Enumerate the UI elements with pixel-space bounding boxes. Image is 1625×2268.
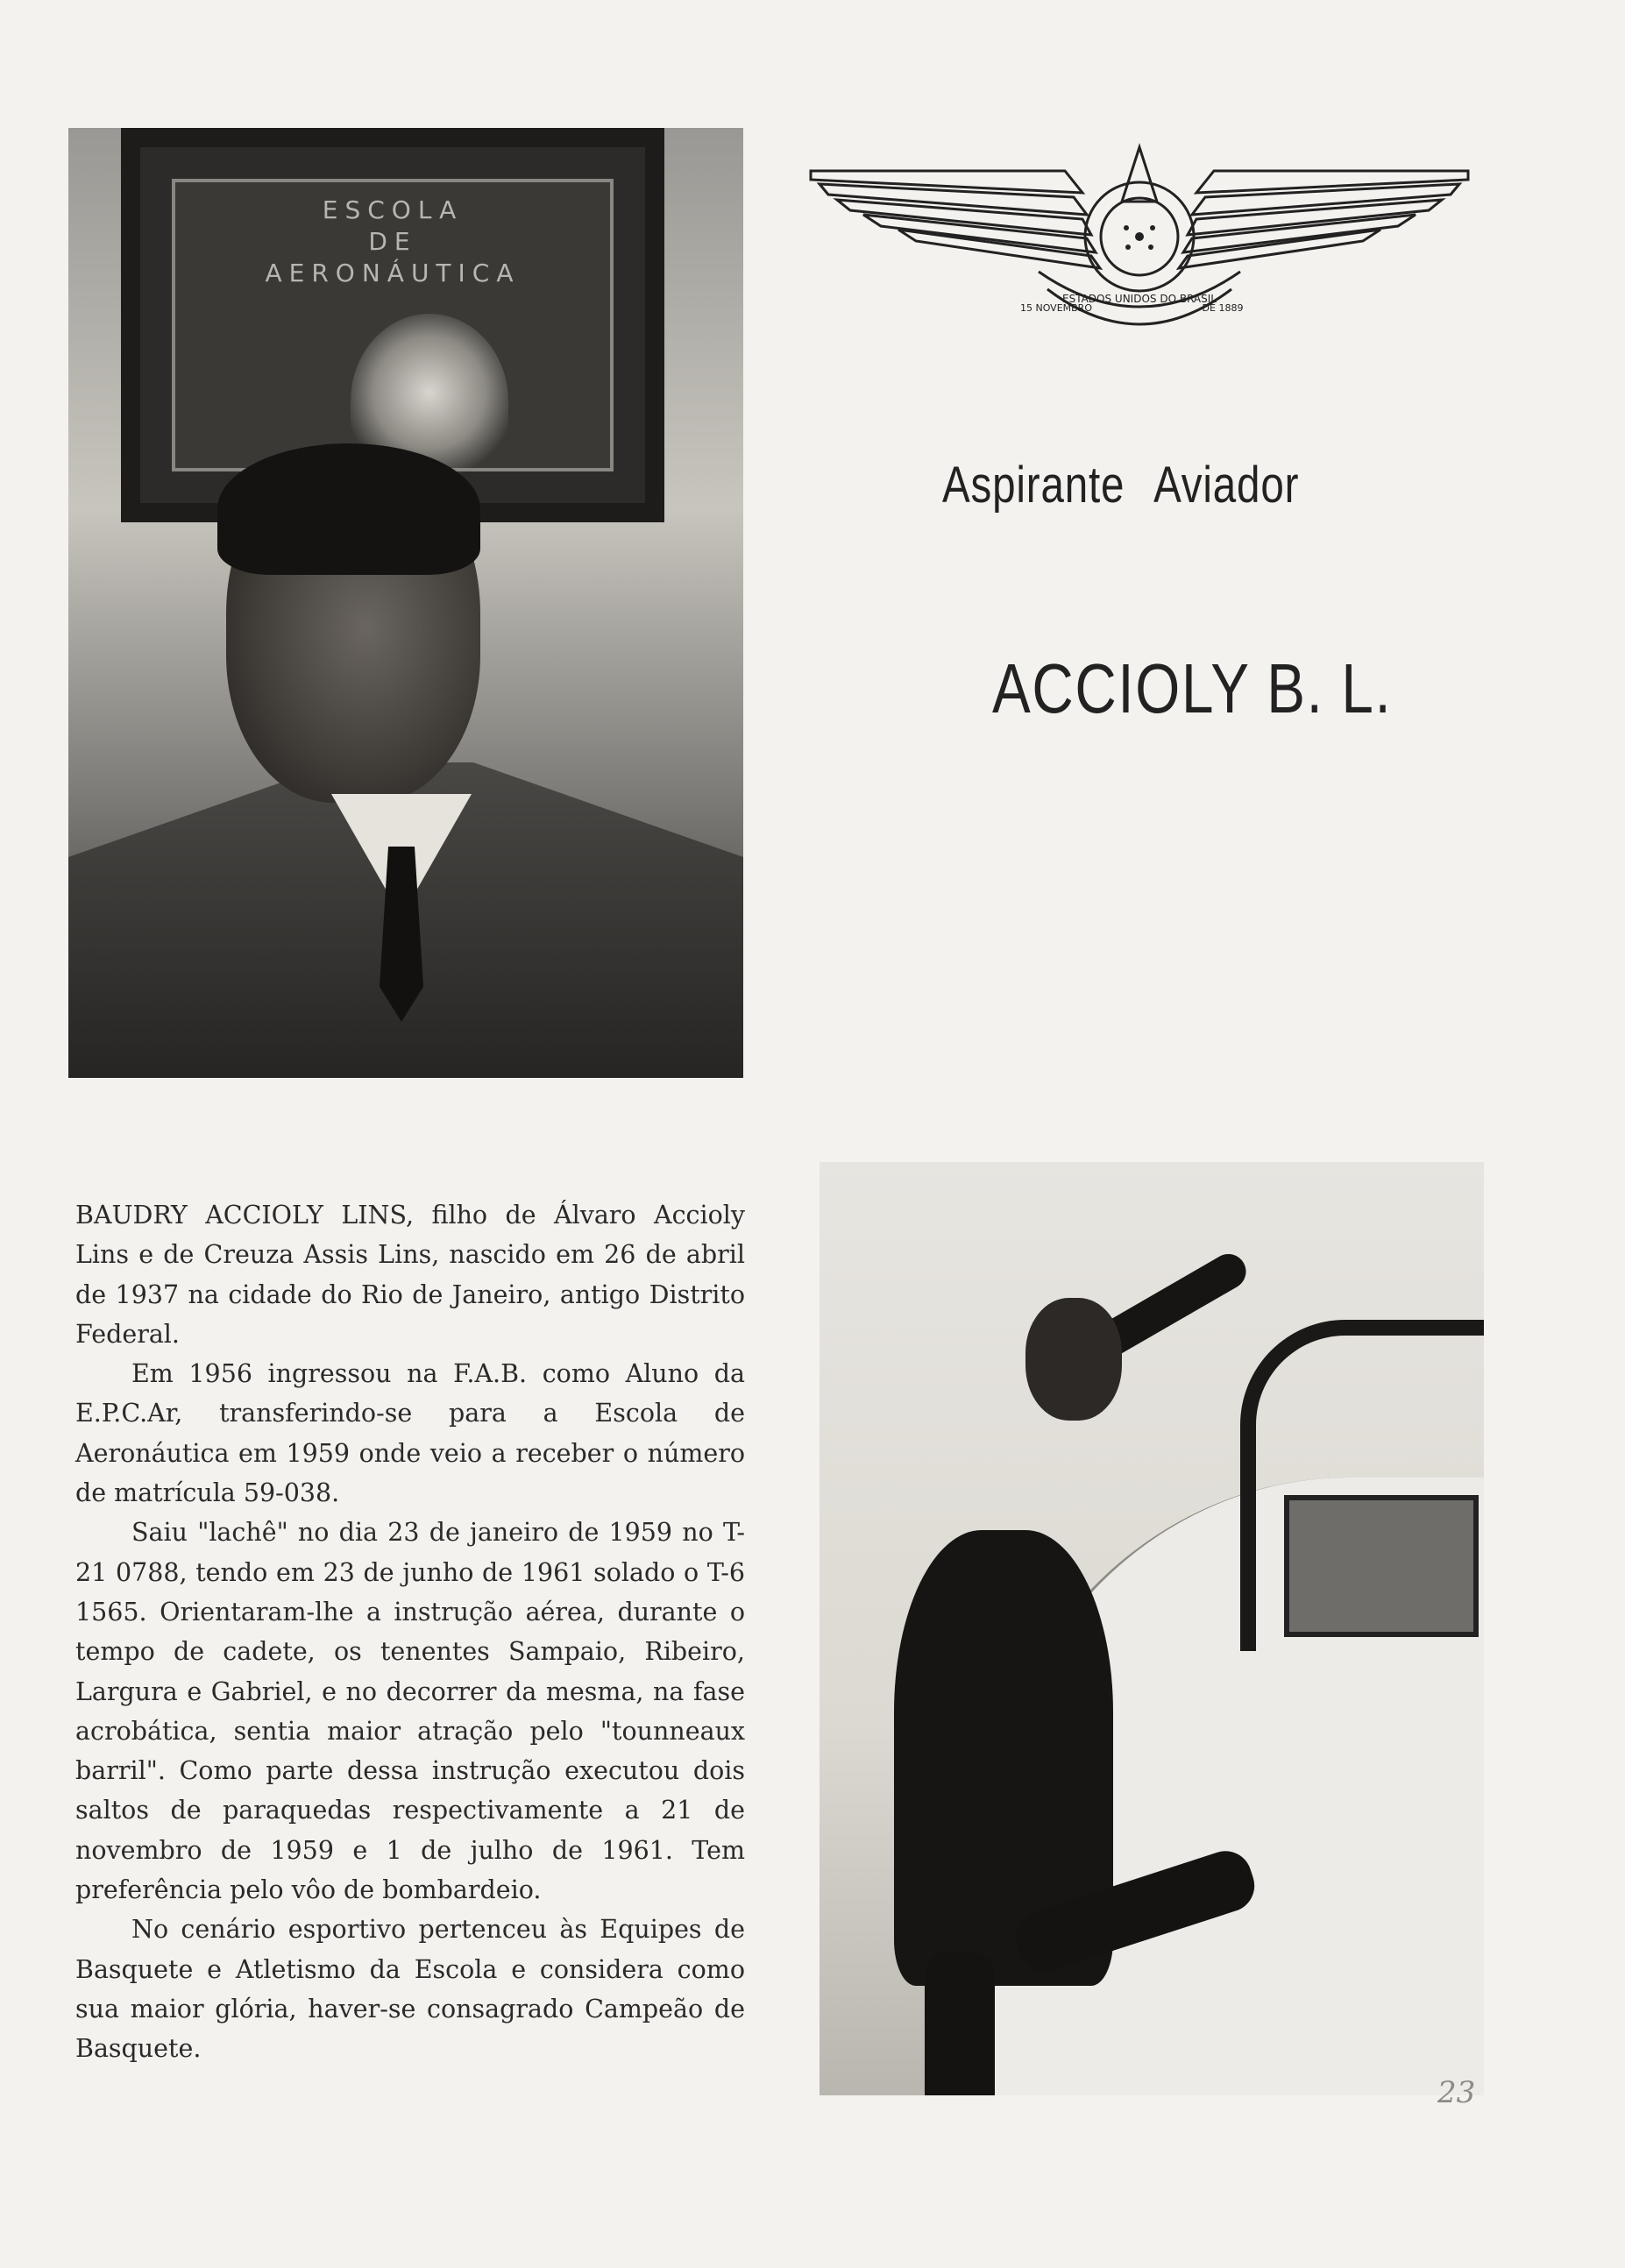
air-force-wings-insignia-icon xyxy=(802,140,1477,342)
canopy-frame xyxy=(1240,1320,1484,1651)
svg-text:15 NOVEMBRO: 15 NOVEMBRO xyxy=(1019,302,1093,314)
cadet-name: ACCIOLY B. L. xyxy=(992,649,1393,727)
frame-caption: ESCOLA DE AERONÁUTICA xyxy=(265,195,521,287)
svg-text:ESTADOS UNIDOS DO BRASIL: ESTADOS UNIDOS DO BRASIL xyxy=(1062,293,1217,305)
bio-paragraph: No cenário esportivo pertenceu às Equipes de Basquete e Atletismo da Escola e considera como sua maior glória, haver-se consagrado Campeão de Basquete. xyxy=(75,1915,745,2064)
svg-text:DE 1889: DE 1889 xyxy=(1202,302,1244,314)
page-number: 23 xyxy=(1437,2075,1476,2110)
biography-text xyxy=(75,1195,745,2069)
bio-paragraph: Em 1956 ingressou na F.A.B. como Aluno da E.P.C.Ar, transferindo-se para a Escola de Aeronáutica em 1959 onde veio a receber o número de matrícula 59-038. xyxy=(75,1359,745,1508)
portrait-photo xyxy=(68,128,743,1078)
aircraft-boarding-photo xyxy=(820,1162,1484,2095)
bio-paragraph: BAUDRY ACCIOLY LINS, filho de Álvaro Accioly Lins e de Creuza Assis Lins, nascido em 26 de abril de 1937 na cidade do Rio de Janeiro, antigo Distrito Federal. xyxy=(75,1201,745,1349)
rank-title: Aspirante Aviador xyxy=(942,457,1300,514)
bio-paragraph: Saiu "lachê" no dia 23 de janeiro de 1959 no T-21 0788, tendo em 23 de junho de 1961 solado o T-6 1565. Orientaram-lhe a instrução aérea, durante o tempo de cadete, os tenentes Sampaio, Ribeiro, Largura e Gabriel, e no decorrer da mesma, na fase acrobática, sentia maior atração pelo "tounneaux barril". Como parte dessa instrução executou dois saltos de paraquedas respectivamente a 21 de novembro de 1959 e 1 de julho de 1961. Tem preferência pelo vôo de bombardeio. xyxy=(75,1518,745,1905)
